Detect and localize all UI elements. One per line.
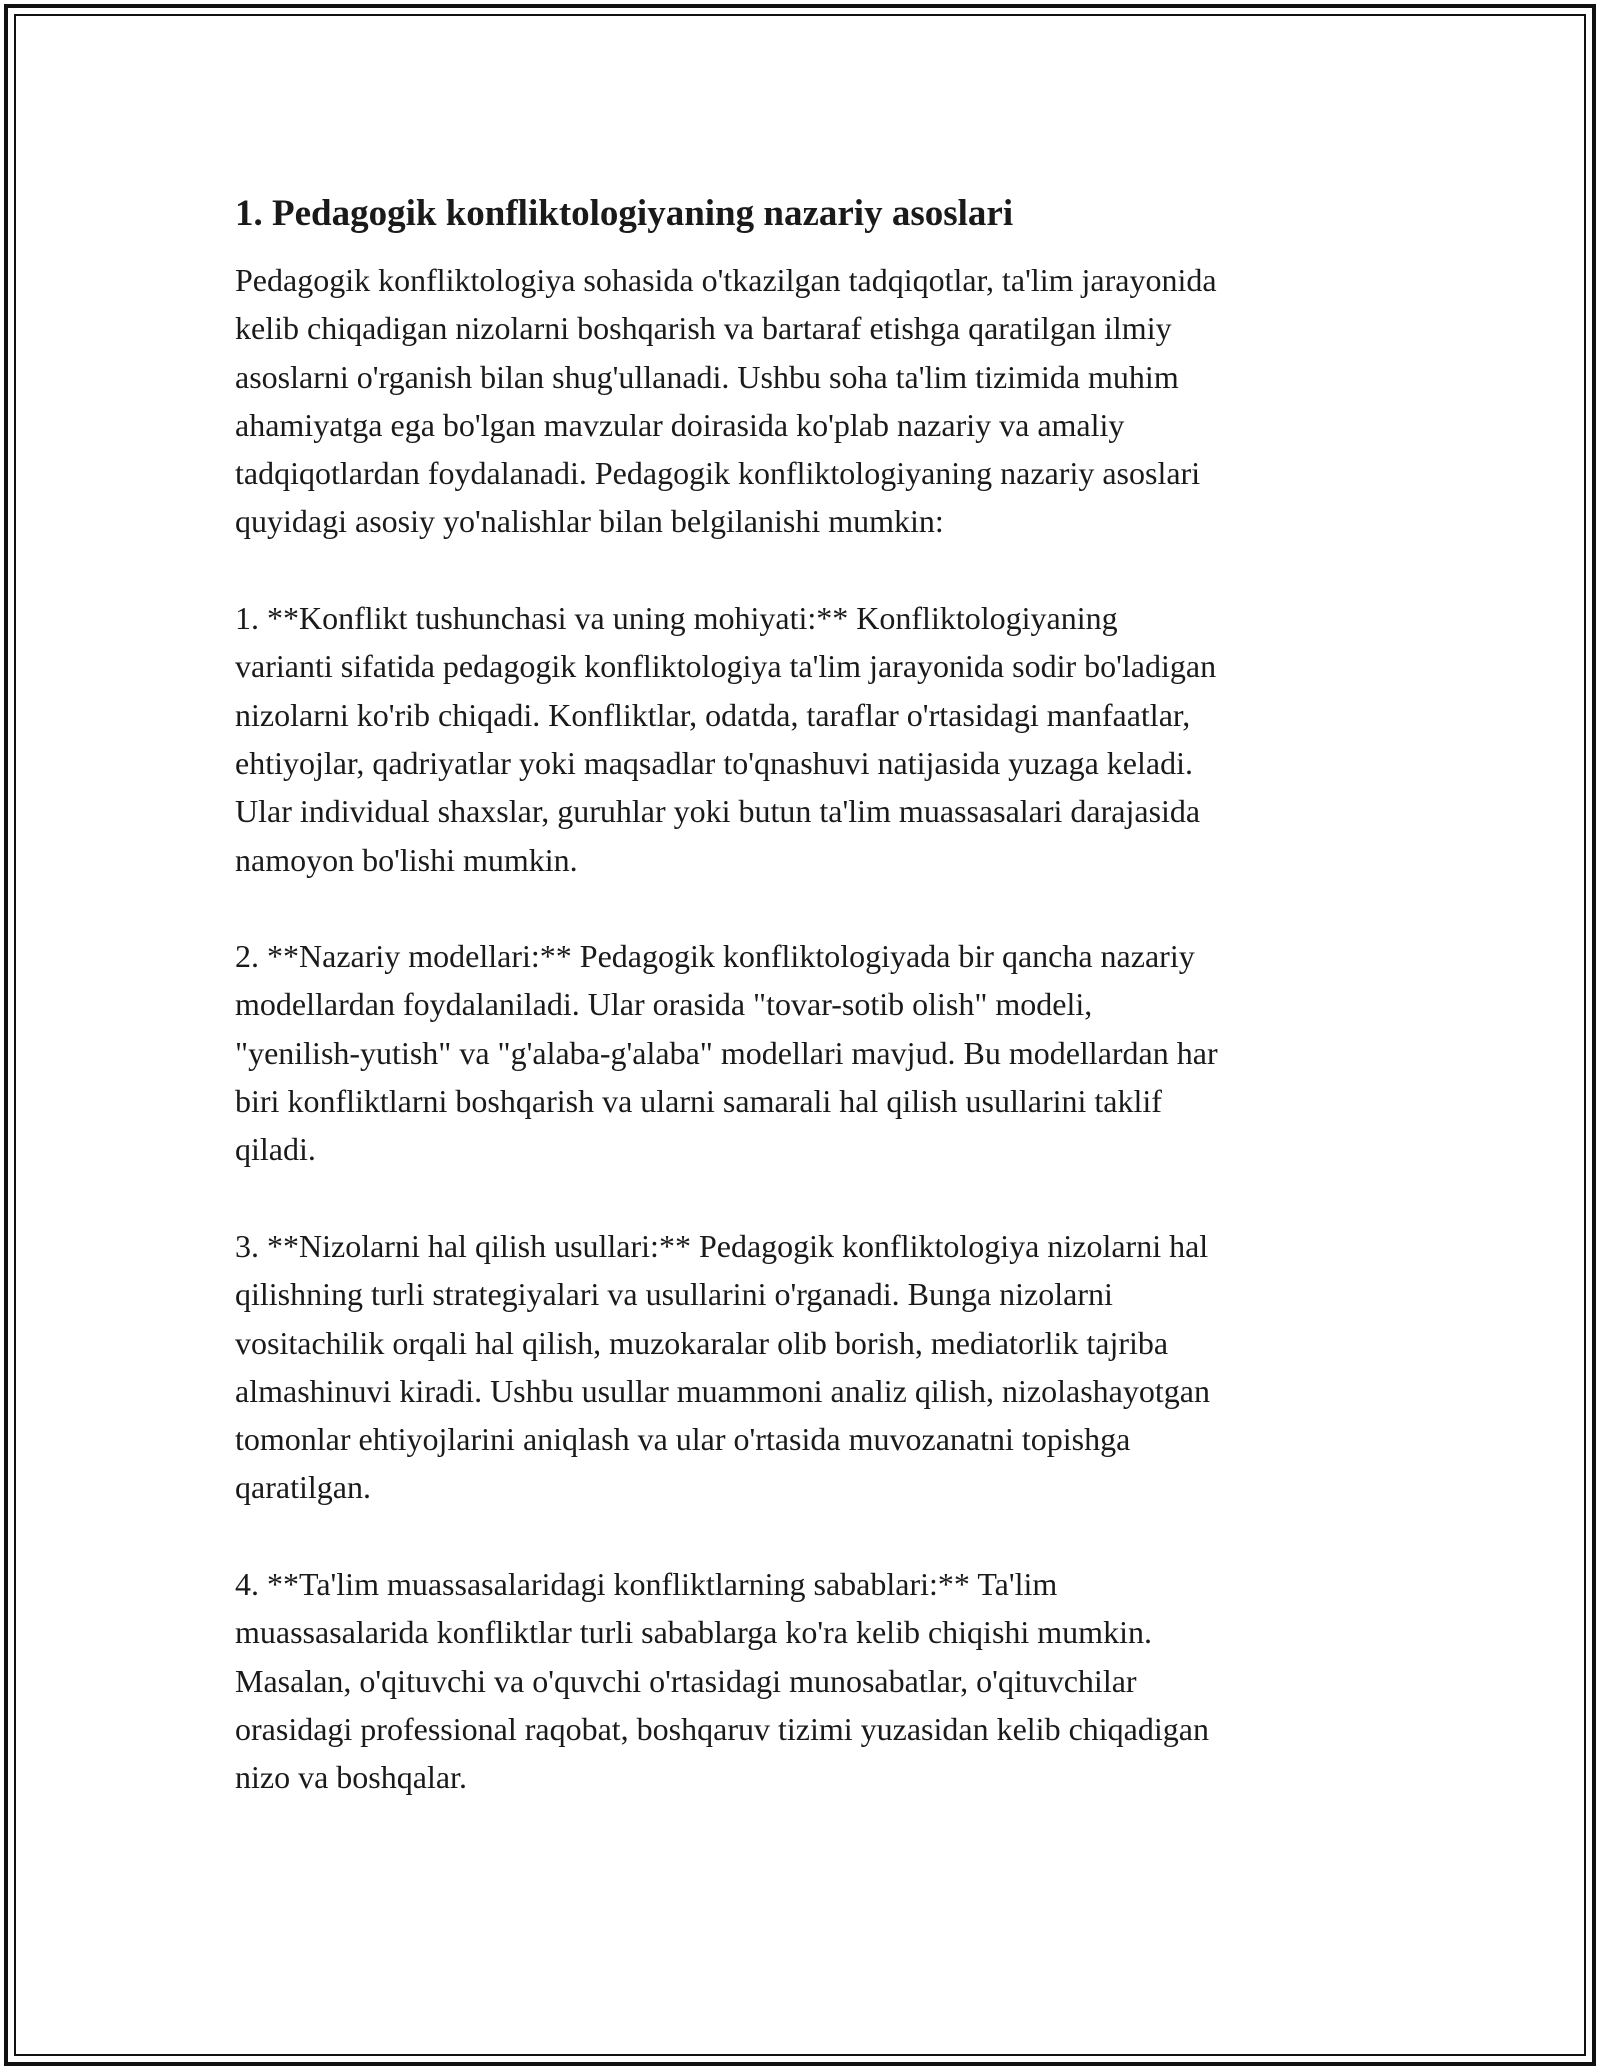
list-item-2-paragraph: 2. **Nazariy modellari:** Pedagogik konfliktologiyada bir qancha nazariy modellardan foydalaniladi. Ular orasida "tovar-sotib olish" modeli, "yenilish-yutish" va "g'alaba-g'alaba" modellari mavjud. Bu modellardan har biri konfliktlarni boshqarish va ularni samarali hal qilish usullarini taklif qiladi. (235, 938, 1218, 1168)
list-item-1-paragraph: 1. **Konflikt tushunchasi va uning mohiyati:** Konfliktologiyaning varianti sifatida pedagogik konfliktologiya ta'lim jarayonida sodir bo'ladigan nizolarni ko'rib chiqadi. Konfliktlar, odatda, taraflar o'rtasidagi manfaatlar, ehtiyojlar, qadriyatlar yoki maqsadlar to'qnashuvi natijasida yuzaga keladi. Ular individual shaxslar, guruhlar yoki butun ta'lim muassasalari darajasida namoyon bo'lishi mumkin. (235, 600, 1217, 878)
document-body (235, 190, 1365, 1802)
intro-paragraph: Pedagogik konfliktologiya sohasida o'tkazilgan tadqiqotlar, ta'lim jarayonida kelib chiqadigan nizolarni boshqarish va bartaraf etishga qaratilgan ilmiy asoslarni o'rganish bilan shug'ullanadi. Ushbu soha ta'lim tizimida muhim ahamiyatga ega bo'lgan mavzular doirasida ko'plab nazariy va amaliy tadqiqotlardan foydalanadi. Pedagogik konfliktologiyaning nazariy asoslari quyidagi asosiy yo'nalishlar bilan belgilanishi mumkin: (235, 262, 1217, 540)
list-item-3-paragraph: 3. **Nizolarni hal qilish usullari:** Pedagogik konfliktologiya nizolarni hal qilishning turli strategiyalari va usullarini o'rganadi. Bunga nizolarni vositachilik orqali hal qilish, muzokaralar olib borish, mediatorlik tajriba almashinuvi kiradi. Ushbu usullar muammoni analiz qilish, nizolashayotgan tomonlar ehtiyojlarini aniqlash va ular o'rtasida muvozanatni topishga qaratilgan. (235, 1227, 1210, 1506)
list-item-4-paragraph: 4. **Ta'lim muassasalaridagi konfliktlarning sabablari:** Ta'lim muassasalarida konfliktlar turli sabablarga ko'ra kelib chiqishi mumkin. Masalan, o'qituvchi va o'quvchi o'rtasidagi munosabatlar, o'qituvchilar orasidagi professional raqobat, boshqaruv tizimi yuzasidan kelib chiqadigan nizo va boshqalar. (235, 1566, 1209, 1796)
section-heading: 1. Pedagogik konfliktologiyaning nazariy asoslari (235, 193, 1014, 234)
